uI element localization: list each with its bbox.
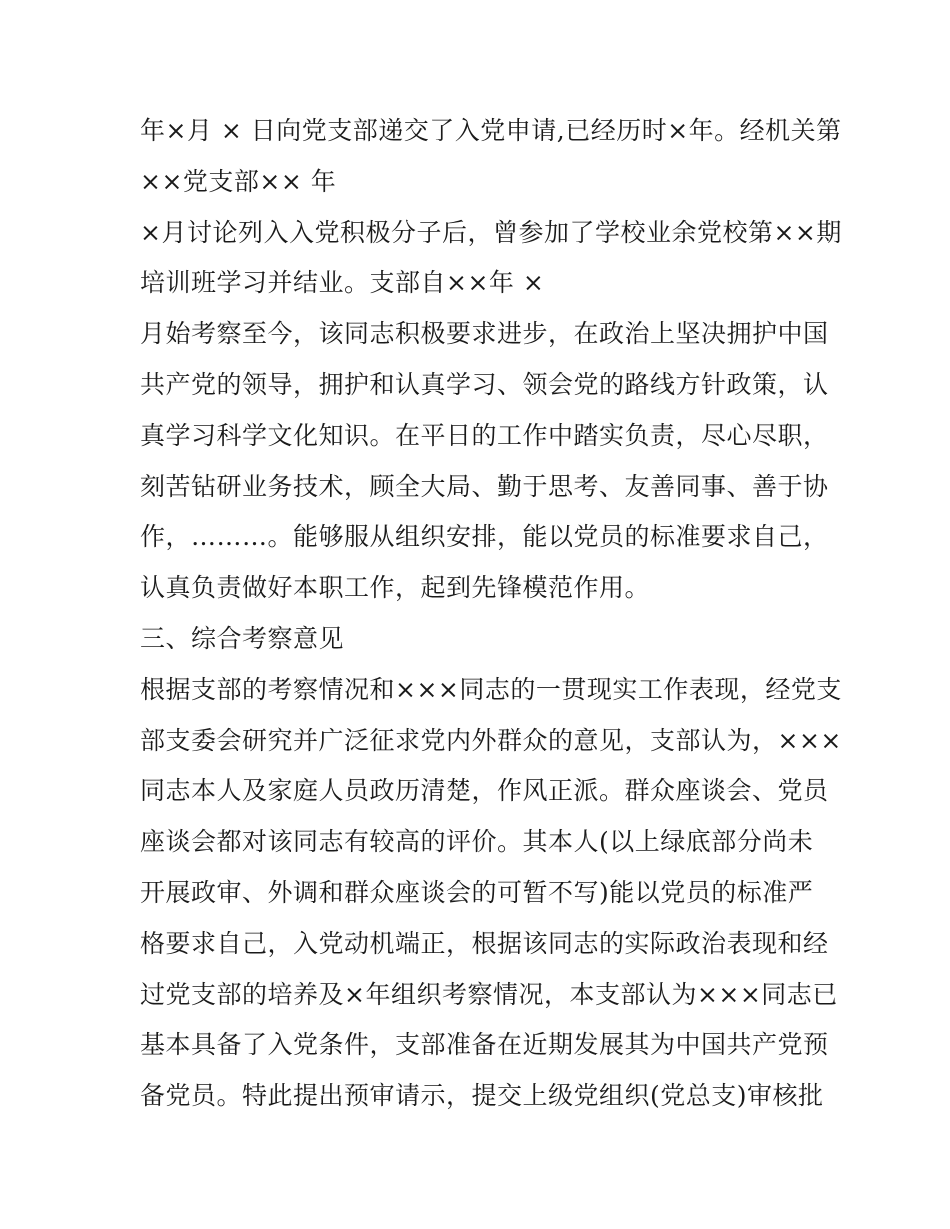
body-text [140, 106, 842, 1122]
text-line: 根据支部的考察情况和×××同志的一贯现实工作表现，经党支 [140, 674, 842, 704]
text-line: 同志本人及家庭人员政历清楚，作风正派。群众座谈会、党员 [140, 776, 829, 806]
text-line: 认真负责做好本职工作，起到先锋模范作用。 [140, 573, 651, 603]
text-line: 真学习科学文化知识。在平日的工作中踏实负责，尽心尽职， [140, 420, 829, 450]
text-line: ×月讨论列入入党积极分子后，曾参加了学校业余党校第××期 [140, 217, 842, 247]
text-line: 基本具备了入党条件，支部准备在近期发展其为中国共产党预 [140, 1030, 829, 1060]
text-line: 作，………。能够服从组织安排，能以党员的标准要求自己， [140, 522, 829, 552]
text-line: 部支委会研究并广泛征求党内外群众的意见，支部认为，××× [140, 725, 842, 755]
text-line: 格要求自己，入党动机端正，根据该同志的实际政治表现和经 [140, 928, 829, 958]
text-line: 培训班学习并结业。支部自××年 × [140, 268, 545, 298]
section-heading: 三、综合考察意见 [140, 623, 345, 653]
text-line: 座谈会都对该同志有较高的评价。其本人(以上绿底部分尚未 [140, 827, 814, 857]
text-line: 共产党的领导，拥护和认真学习、领会党的路线方针政策，认 [140, 369, 829, 399]
text-line: 开展政审、外调和群众座谈会的可暂不写)能以党员的标准严 [140, 877, 814, 907]
text-line: 过党支部的培养及×年组织考察情况，本支部认为×××同志已 [140, 979, 838, 1009]
text-line: 备党员。特此提出预审请示，提交上级党组织(党总支)审核批 [140, 1081, 824, 1111]
text-line: ××党支部×× 年 [140, 166, 337, 196]
text-line: 月始考察至今，该同志积极要求进步，在政治上坚决拥护中国 [140, 319, 829, 349]
text-line: 刻苦钻研业务技术，顾全大局、勤于思考、友善同事、善于协 [140, 471, 829, 501]
text-line: 年×月 × 日向党支部递交了入党申请,已经历时×年。经机关第 [140, 116, 842, 145]
